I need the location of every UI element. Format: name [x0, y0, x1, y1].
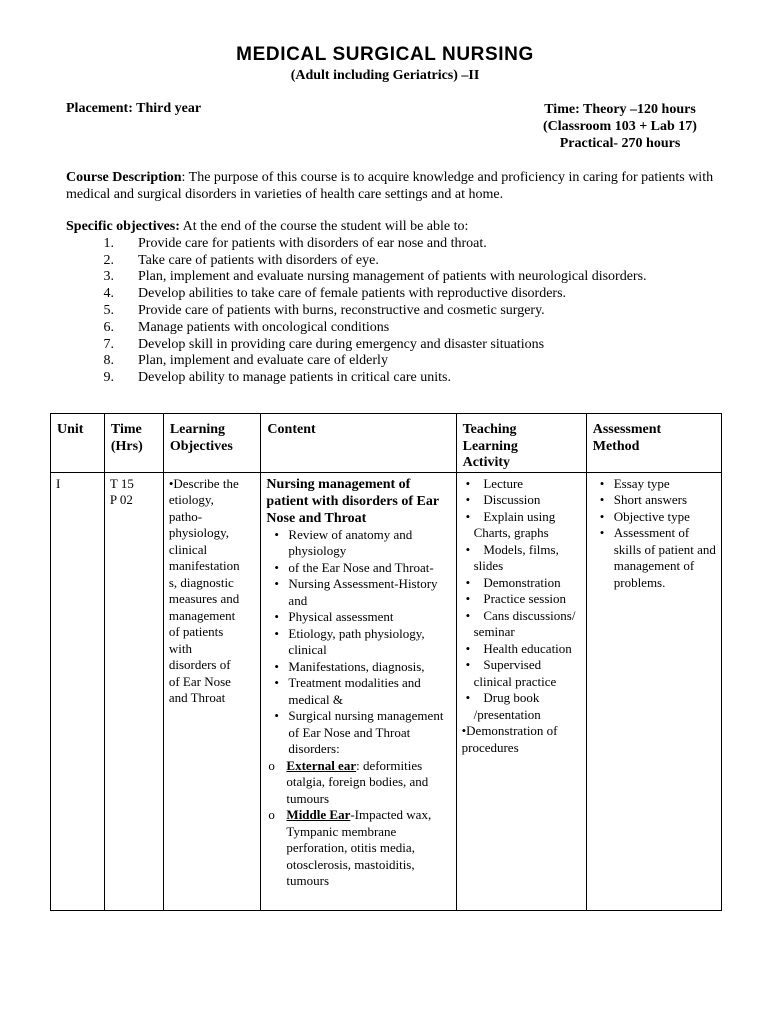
content-external-ear: o External ear: deformities otalgia, foreign bodies, and tumours — [268, 757, 429, 806]
time-theory: Time: Theory –120 hours — [544, 102, 696, 117]
list-item: • Treatment modalities and medical & — [266, 675, 450, 708]
list-item: • Assessment of skills of patient and management of problems. — [592, 525, 716, 591]
assessment-list — [592, 476, 716, 592]
header-unit: Unit — [51, 414, 105, 473]
course-description-label: Course Description — [66, 170, 182, 185]
objective-item: 1. Provide care for patients with disorders of ear nose and throat. — [103, 235, 487, 251]
time-classroom: (Classroom 103 + Lab 17) — [543, 119, 697, 134]
objectives-intro: At the end of the course the student will be able to: — [179, 219, 469, 234]
objective-line: etiology, — [168, 492, 214, 507]
objective-line: physiology, — [168, 525, 230, 540]
time-block — [520, 101, 720, 152]
objective-item: 7. Develop skill in providing care during emergency and disaster situations — [103, 336, 545, 352]
list-item: • Explain using Charts, graphs — [465, 508, 559, 540]
list-item: • Lecture — [465, 475, 524, 491]
table-row — [51, 472, 722, 910]
list-item: • Short answers — [592, 492, 716, 509]
header-assessment: Assessment Method — [586, 414, 721, 473]
objectives-label: Specific objectives: — [66, 219, 180, 234]
page-title: MEDICAL SURGICAL NURSING — [236, 44, 534, 65]
course-description — [66, 169, 726, 203]
objective-line: manifestation — [168, 558, 240, 573]
objective-line: of patients — [168, 624, 224, 639]
cell-objectives — [163, 472, 261, 910]
objective-line: with — [168, 640, 192, 656]
list-item: • Objective type — [592, 509, 716, 526]
objective-item: 6. Manage patients with oncological conditions — [103, 319, 390, 335]
objective-line: clinical — [168, 541, 208, 557]
objective-item: 5. Provide care of patients with burns, reconstructive and cosmetic surgery. — [103, 302, 545, 318]
objective-line: •Describe the — [168, 475, 239, 491]
cell-unit: I — [51, 472, 105, 910]
header-content: Content — [261, 414, 456, 473]
table-header-row — [51, 414, 722, 473]
list-item: • Physical assessment — [266, 609, 450, 626]
objective-item: 8. Plan, implement and evaluate care of elderly — [103, 353, 388, 369]
list-item: • Essay type — [592, 476, 716, 493]
cell-teaching-activity — [456, 472, 586, 910]
content-heading: Nursing management of patient with disorders of Ear Nose and Throat — [266, 476, 439, 526]
cell-time: T 15 P 02 — [104, 472, 163, 910]
header-teaching-activity: Teaching Learning Activity — [456, 414, 586, 473]
objective-item: 3. Plan, implement and evaluate nursing management of patients with neurological disorders. — [103, 269, 647, 285]
list-item: • Etiology, path physiology, clinical — [266, 626, 450, 659]
objective-item: 2. Take care of patients with disorders of eye. — [103, 252, 379, 268]
list-item: • Drug book /presentation — [465, 690, 543, 722]
objective-line: disorders of — [168, 657, 231, 672]
placement-label: Placement: Third year — [66, 101, 202, 116]
list-item: • Cans discussions/ seminar — [465, 607, 579, 639]
content-bullets — [266, 527, 450, 758]
list-item: • Practice session — [465, 591, 567, 606]
list-item: • Surgical nursing management of Ear Nose and Throat disorders: — [266, 708, 450, 758]
list-item: • of the Ear Nose and Throat- — [266, 560, 450, 577]
objective-line: measures and — [168, 591, 240, 606]
list-item: • Models, films, slides — [465, 541, 563, 573]
list-item: • Manifestations, diagnosis, — [266, 659, 450, 676]
list-item: • Demonstration — [465, 574, 561, 590]
course-table — [50, 413, 722, 911]
header-time: Time (Hrs) — [104, 414, 163, 473]
content-middle-ear: o Middle Ear-Impacted wax, Tympanic membrane perforation, otitis media, otosclerosis, mastoiditis, tumours — [268, 807, 432, 888]
cell-content — [261, 472, 456, 910]
time-practical: Practical- 270 hours — [559, 136, 681, 151]
list-item: • Supervised clinical practice — [465, 657, 557, 689]
objective-line: s, diagnostic — [168, 574, 234, 590]
objective-line: patho- — [168, 508, 203, 524]
list-item: • Review of anatomy and physiology — [266, 527, 450, 560]
teaching-activity-list — [462, 476, 581, 724]
objective-item: 9. Develop ability to manage patients in critical care units. — [103, 370, 451, 386]
cell-assessment — [586, 472, 721, 910]
tla-demonstration: •Demonstration of procedures — [461, 723, 558, 755]
header-objectives: Learning Objectives — [163, 414, 261, 473]
specific-objectives — [66, 219, 746, 387]
objective-item: 4. Develop abilities to take care of female patients with reproductive disorders. — [103, 286, 567, 302]
list-item: • Nursing Assessment-History and — [266, 576, 450, 609]
objective-line: management — [168, 607, 236, 623]
objective-line: of Ear Nose — [168, 673, 231, 689]
list-item: • Discussion — [465, 492, 541, 507]
page-subtitle: (Adult including Geriatrics) –II — [290, 68, 480, 83]
course-description-text: : The purpose of this course is to acquire knowledge and proficiency in caring for patients with medical and surgical disorders in varieties of health care settings and at home. — [66, 170, 714, 202]
objective-line: and Throat — [168, 690, 226, 705]
list-item: • Health education — [465, 640, 572, 656]
objectives-list — [66, 236, 746, 387]
